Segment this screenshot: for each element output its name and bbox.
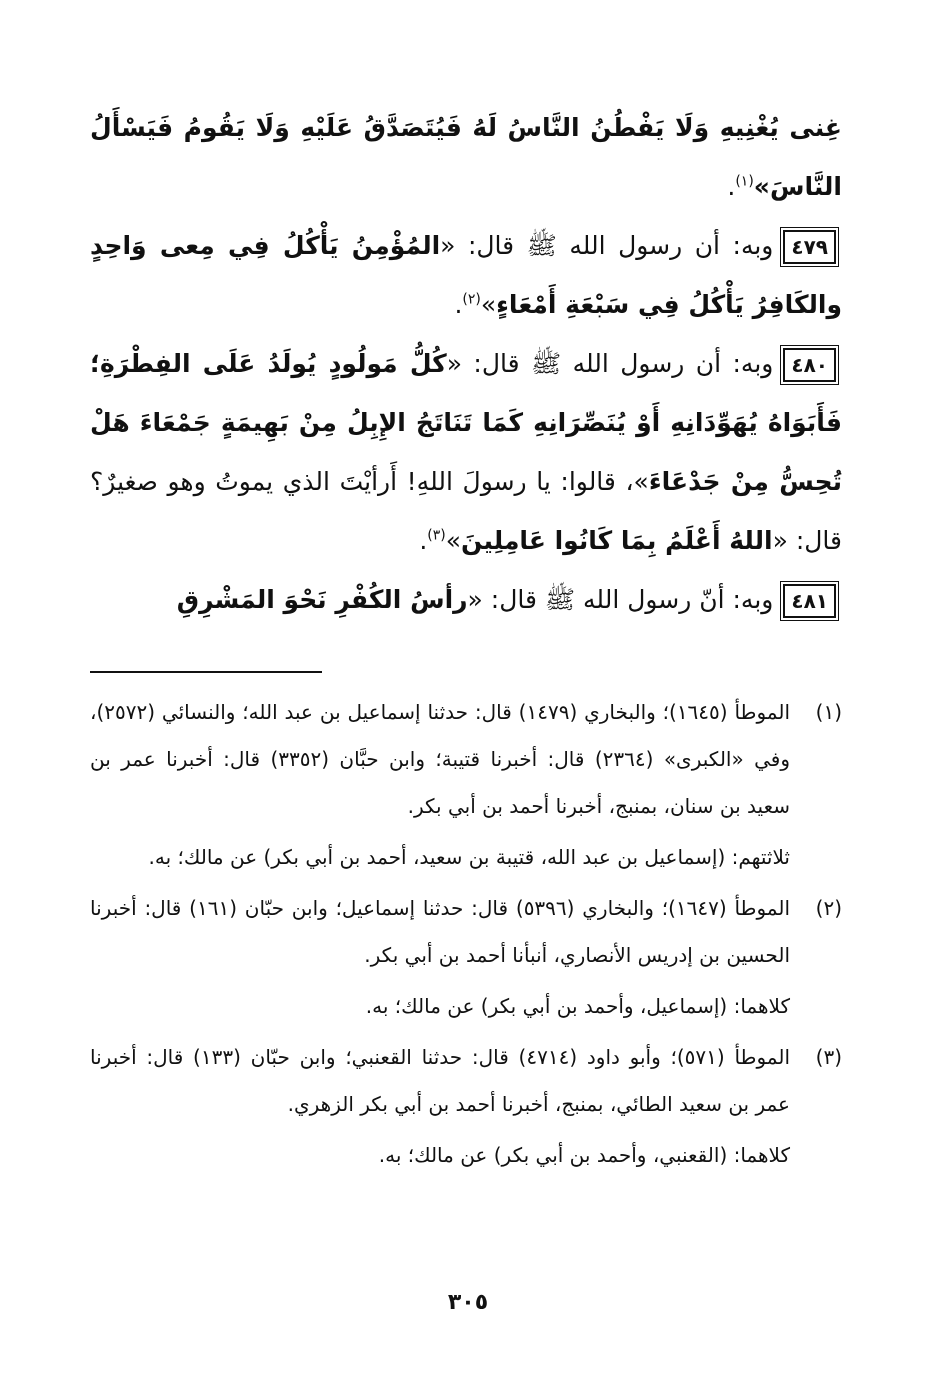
footnote-summary: كلاهما: (القعنبي، وأحمد بن أبي بكر) عن مالك؛ به. — [378, 1143, 790, 1167]
hadith-text: غِنى يُغْنِيهِ وَلَا يَفْطُنُ النَّاسُ لَهُ فَيُتَصَدَّقُ عَلَيْهِ وَلَا يَقُومُ فَيَسْأَلُ النَّاسَ» — [90, 113, 842, 201]
hadith-481 — [90, 570, 842, 629]
hadith-text: رأسُ الكُفْرِ نَحْوَ المَشْرِقِ — [176, 585, 468, 614]
footnote-summary: كلاهما: (إسماعيل، وأحمد بن أبي بكر) عن مالك؛ به. — [365, 994, 790, 1018]
footnote-text: الموطأ (١٦٤٥)؛ والبخاري (١٤٧٩) قال: حدثنا إسماعيل بن عبد الله؛ والنسائي (٢٥٧٢)، وفي «الكبرى» (٢٣٦٤) قال: أخبرنا قتيبة؛ وابن حبَّان (٣٣٥٢) قال: أخبرنا عمر بن سعيد بن سنان، بمنبج، أخبرنا أحمد بن أبي بكر. — [90, 700, 791, 818]
footnote-ref: (٣) — [427, 527, 446, 544]
paragraph-continued — [90, 98, 842, 216]
footnote-body — [90, 1034, 790, 1179]
hadith-intro: وبه: أن رسول الله ﷺ قال: « — [440, 231, 774, 260]
footnote-3 — [90, 1034, 842, 1179]
quote-close: » — [480, 290, 497, 319]
hadith-479 — [90, 216, 842, 334]
footnote-ref: (١) — [735, 173, 754, 190]
footnote-summary: ثلاثتهم: (إسماعيل بن عبد الله، قتيبة بن سعيد، أحمد بن أبي بكر) عن مالك؛ به. — [148, 845, 790, 869]
footnote-2 — [90, 885, 842, 1030]
footnote-separator — [90, 671, 322, 673]
page-content — [90, 98, 842, 1183]
period: . — [727, 172, 736, 201]
hadith-intro: وبه: أن رسول الله ﷺ قال: « — [446, 349, 774, 378]
main-text — [90, 98, 842, 629]
hadith-480 — [90, 334, 842, 570]
footnote-marker: (٢) — [815, 896, 842, 920]
footnote-marker: (١) — [815, 700, 842, 724]
footnote-body — [90, 885, 790, 1030]
period: . — [454, 290, 463, 319]
hadith-intro: وبه: أنّ رسول الله ﷺ قال: « — [467, 585, 774, 614]
footnote-body — [90, 689, 790, 881]
hadith-number-box: ٤٨١ — [783, 584, 836, 618]
footnotes — [90, 689, 842, 1179]
hadith-text-answer: اللهُ أَعْلَمُ بِمَا كَانُوا عَامِلِينَ — [461, 526, 773, 555]
hadith-text: المُؤْمِنُ يَأْكُلُ فِي مِعى وَاحِدٍ والكَافِرُ يَأْكُلُ فِي سَبْعَةِ أَمْعَاءٍ — [90, 231, 842, 319]
footnote-marker: (٣) — [815, 1045, 842, 1069]
footnote-text: الموطأ (٥٧١)؛ وأبو داود (٤٧١٤) قال: حدثنا القعنبي؛ وابن حبّان (١٣٣) قال: أخبرنا عمر بن سعيد الطائي، بمنبج، أخبرنا أحمد بن أبي بكر الزهري. — [90, 1045, 791, 1116]
page-number: ٣٠٥ — [447, 1290, 489, 1315]
footnote-text: الموطأ (١٦٤٧)؛ والبخاري (٥٣٩٦) قال: حدثنا إسماعيل؛ وابن حبّان (١٦١) قال: أخبرنا الحسين بن إدريس الأنصاري، أنبأنا أحمد بن أبي بكر. — [90, 896, 790, 967]
hadith-number-box: ٤٧٩ — [783, 230, 836, 264]
hadith-dialogue: »، قالوا: يا رسولَ اللهِ! أَرأيْتَ الذي يموتُ وهو صغيرٌ؟ قال: « — [90, 467, 842, 555]
footnote-ref: (٢) — [462, 291, 481, 308]
quote-close: » — [445, 526, 462, 555]
hadith-text: كُلُّ مَولُودٍ يُولَدُ عَلَى الفِطْرَةِ؛ فَأَبَوَاهُ يُهَوِّدَانِهِ أَوْ يُنَصِّرَانِهِ كَمَا تَنَاتَجُ الإِبِلُ مِنْ بَهِيمَةٍ جَمْعَاءَ هَلْ تُحِسُّ مِنْ جَدْعَاءَ — [90, 349, 842, 496]
footnote-1 — [90, 689, 842, 881]
hadith-number-box: ٤٨٠ — [783, 348, 836, 382]
period: . — [419, 526, 428, 555]
